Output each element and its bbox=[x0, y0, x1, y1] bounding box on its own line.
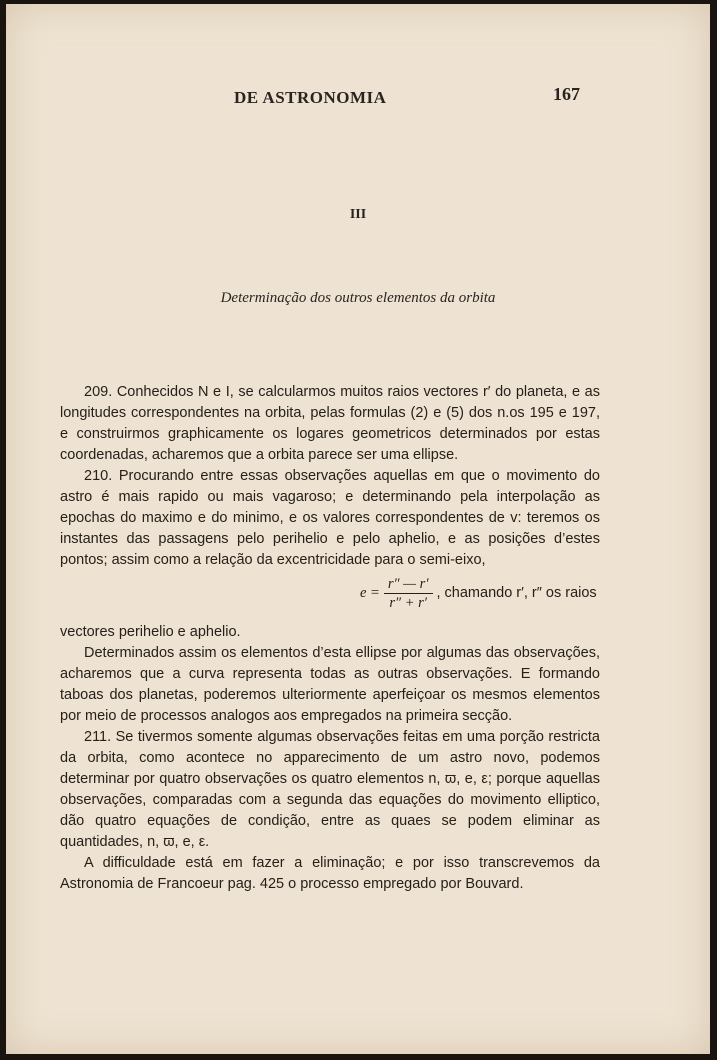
paragraph-209: 209. Conhecidos N e I, se calcularmos muitos raios vectores r′ do planeta, e as longitudes correspondentes na orbita, pelas formulas (2) e (5) dos n.os 195 e 197, e construirmos graphicamente os logares geometricos determinados por estas coordenadas, acharemos que a orbita parece ser uma ellipse. bbox=[60, 384, 600, 463]
formula-lhs: e = bbox=[360, 585, 380, 601]
formula-tail: , chamando r′, r″ os raios bbox=[436, 585, 597, 601]
book-page bbox=[6, 4, 710, 1054]
formula-denominator: r″ + r′ bbox=[389, 595, 427, 611]
body-text bbox=[60, 382, 600, 895]
paragraph-211-difficuldade: A difficuldade está em fazer a eliminação; e por isso transcrevemos da Astronomia de Francoeur pag. 425 o processo empregado por Bouvard. bbox=[60, 855, 600, 892]
paragraph-211: 211. Se tivermos somente algumas observações feitas em uma porção restricta da orbita, como acontece no apparecimento de um astro novo, podemos determinar por quatro observações os quatro elementos n, ϖ, e, ε; porque aquellas observações, comparadas com a segunda das equações do movimento elliptico, dão quatro equações de condição, entre as quaes se podem eliminar as quantidades, n, ϖ, e, ε. bbox=[60, 729, 600, 850]
eccentricity-formula bbox=[60, 575, 600, 612]
paragraph-210-determinados: Determinados assim os elementos d’esta ellipse por algumas das observações, acharemos que a curva representa todas as outras observações. E formando taboas dos planetas, poderemos ulteriormente aperfeiçoar os mesmos elementos por meio de processos analogos aos empregados na primeira secção. bbox=[60, 645, 600, 724]
paragraph-210: 210. Procurando entre essas observações aquellas em que o movimento do astro é mais rapido ou mais vagaroso; e determinando pela interpolação as epochas do maximo e do minimo, e os valores correspondentes de v: teremos os instantes das passagens pelo perihelio e pelo aphelio, e as posições d’estes pontos; assim como a relação da excentricidade para o semi-eixo, bbox=[60, 468, 600, 568]
section-number: III bbox=[349, 207, 367, 222]
running-head: DE ASTRONOMIA bbox=[234, 88, 387, 107]
paragraph-210-continued: vectores perihelio e aphelio. bbox=[60, 624, 241, 640]
page-number: 167 bbox=[553, 84, 580, 104]
formula-numerator: r″ — r′ bbox=[384, 575, 433, 594]
formula-fraction bbox=[384, 575, 433, 612]
section-title: Determinação dos outros elementos da orbita bbox=[220, 290, 496, 306]
